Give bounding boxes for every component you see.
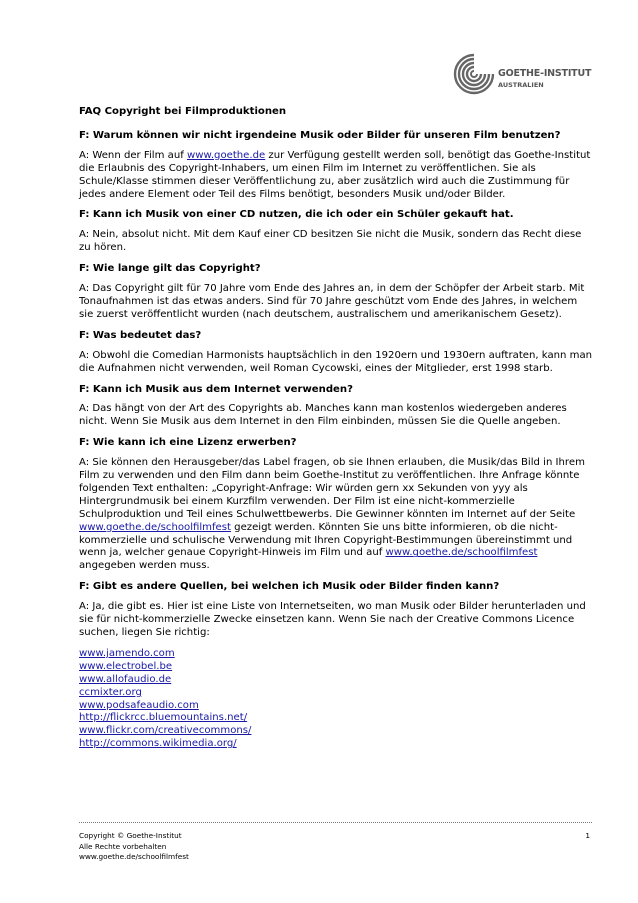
answer-text: gezeigt werden. Könnten Sie uns bitte informieren, ob die nicht-kommerzielle und schulische Verwendung mit Ihren Copyright-Bestimmungen übereinstimmt und wenn ja, welcher genaue Copyright-Hinweis im Film und auf xyxy=(79,521,573,559)
answer-text: zur Verfügung gestellt werden soll, benötigt das Goethe-Institut die Erlaubnis des Copyright-Inhabers, um einen Film im Internet zu veröffentlichen. Sie als Schule/Klasse stimmen dieser Veröffentlichung zu, aber zusätzlich wird auch die Zustimmung für jedes andere Element oder Teil des Films benötigt, besonders Musik und/oder Bilder. xyxy=(79,149,591,200)
answer-text: A: Wenn der Film auf xyxy=(79,149,187,161)
faq-question-3: F: Wie lange gilt das Copyright? xyxy=(79,263,261,275)
faq-question-1: F: Warum können wir nicht irgendeine Musik oder Bilder für unseren Film benutzen? xyxy=(79,129,561,141)
faq-answer-3: A: Das Copyright gilt für 70 Jahre vom Ende des Jahres an, in dem der Schöpfer der Arbeit starb. Mit Tonaufnahmen ist das etwas anders. Sind für 70 Jahre geschützt vom Ende des Jahres, in welchem sie zuerst veröffentlicht wurden (nach deutschem, australischem und amerikanischem Gesetz). xyxy=(79,283,585,320)
footer-divider xyxy=(79,822,592,823)
footer-url: www.goethe.de/schoolfilmfest xyxy=(79,852,189,861)
resource-link[interactable]: ccmixter.org xyxy=(79,686,142,698)
faq-question-5: F: Kann ich Musik aus dem Internet verwenden? xyxy=(79,383,353,395)
answer-text: A: Sie können den Herausgeber/das Label fragen, ob sie Ihnen erlauben, die Musik/das Bild in Ihrem Film zu verwenden und den Film dann beim Goethe-Institut zu veröffentlichen. Ihre Anfrage könnte folgenden Text enthalten: „Copyright-Anfrage: Wir würden gern xx Sekunden von yyy als Hintergrundmusik bei einem Kurzfilm verwenden. Der Film ist eine nicht-kommerzielle Schulproduktion und Teil eines Schulwettbewerbs. Die Gewinner könnten im Internet auf der Seite xyxy=(79,457,585,520)
schoolfilmfest-link[interactable]: www.goethe.de/schoolfilmfest xyxy=(385,547,538,559)
page-footer xyxy=(79,831,592,863)
logo-name: GOETHE-INSTITUT xyxy=(498,68,592,79)
goethe-logo-mark xyxy=(452,52,496,96)
faq-question-7: F: Gibt es andere Quellen, bei welchen ich Musik oder Bilder finden kann? xyxy=(79,581,500,593)
resource-link[interactable]: www.podsafeaudio.com xyxy=(79,699,199,711)
faq-answer-6 xyxy=(79,457,593,573)
faq-question-4: F: Was bedeutet das? xyxy=(79,329,202,341)
goethe-link[interactable]: www.goethe.de xyxy=(186,149,266,161)
resource-link[interactable]: http://commons.wikimedia.org/ xyxy=(79,738,237,750)
resource-link[interactable]: http://flickrcc.bluemountains.net/ xyxy=(79,712,248,724)
resource-link-list xyxy=(79,648,593,751)
resource-link[interactable]: www.jamendo.com xyxy=(79,647,175,659)
resource-link[interactable]: www.allofaudio.de xyxy=(79,673,172,685)
footer-rights: Alle Rechte vorbehalten xyxy=(79,841,167,851)
resource-link[interactable]: www.flickr.com/creativecommons/ xyxy=(79,725,252,737)
document-title: FAQ Copyright bei Filmproduktionen xyxy=(79,106,287,117)
schoolfilmfest-link[interactable]: www.goethe.de/schoolfilmfest xyxy=(79,521,231,533)
document-body xyxy=(79,106,593,751)
faq-answer-2: A: Nein, absolut nicht. Mit dem Kauf einer CD besitzen Sie nicht die Musik, sondern das Recht diese zu hören. xyxy=(79,229,582,254)
page-number: 1 xyxy=(585,831,590,840)
faq-question-2: F: Kann ich Musik von einer CD nutzen, die ich oder ein Schüler gekauft hat. xyxy=(79,209,514,221)
answer-text: angegeben werden muss. xyxy=(79,560,210,572)
faq-question-6: F: Wie kann ich eine Lizenz erwerben? xyxy=(79,437,297,449)
faq-answer-4: A: Obwohl die Comedian Harmonists hauptsächlich in den 1920ern und 1930ern auftraten, kann man die Aufnahmen nicht verwenden, weil Roman Cycowski, eines der Mitglieder, erst 1998 starb. xyxy=(79,349,593,374)
footer-copyright: Copyright © Goethe-Institut xyxy=(79,831,182,840)
logo-region: AUSTRALIEN xyxy=(498,81,544,89)
faq-answer-7: A: Ja, die gibt es. Hier ist eine Liste von Internetseiten, wo man Musik oder Bilder herunterladen und sie für nicht-kommerzielle Zwecke einsetzen kann. Wenn Sie nach der Creative Commons Licence suchen, liegen Sie richtig: xyxy=(79,601,586,638)
resource-link[interactable]: www.electrobel.be xyxy=(79,660,173,672)
faq-answer-5: A: Das hängt von der Art des Copyrights ab. Manches kann man kostenlos wiedergeben anderes nicht. Wenn Sie Musik aus dem Internet in den Film einbinden, müssen Sie die Quelle angeben. xyxy=(79,403,567,428)
faq-answer-1 xyxy=(79,150,593,202)
goethe-institut-logo xyxy=(452,52,602,98)
